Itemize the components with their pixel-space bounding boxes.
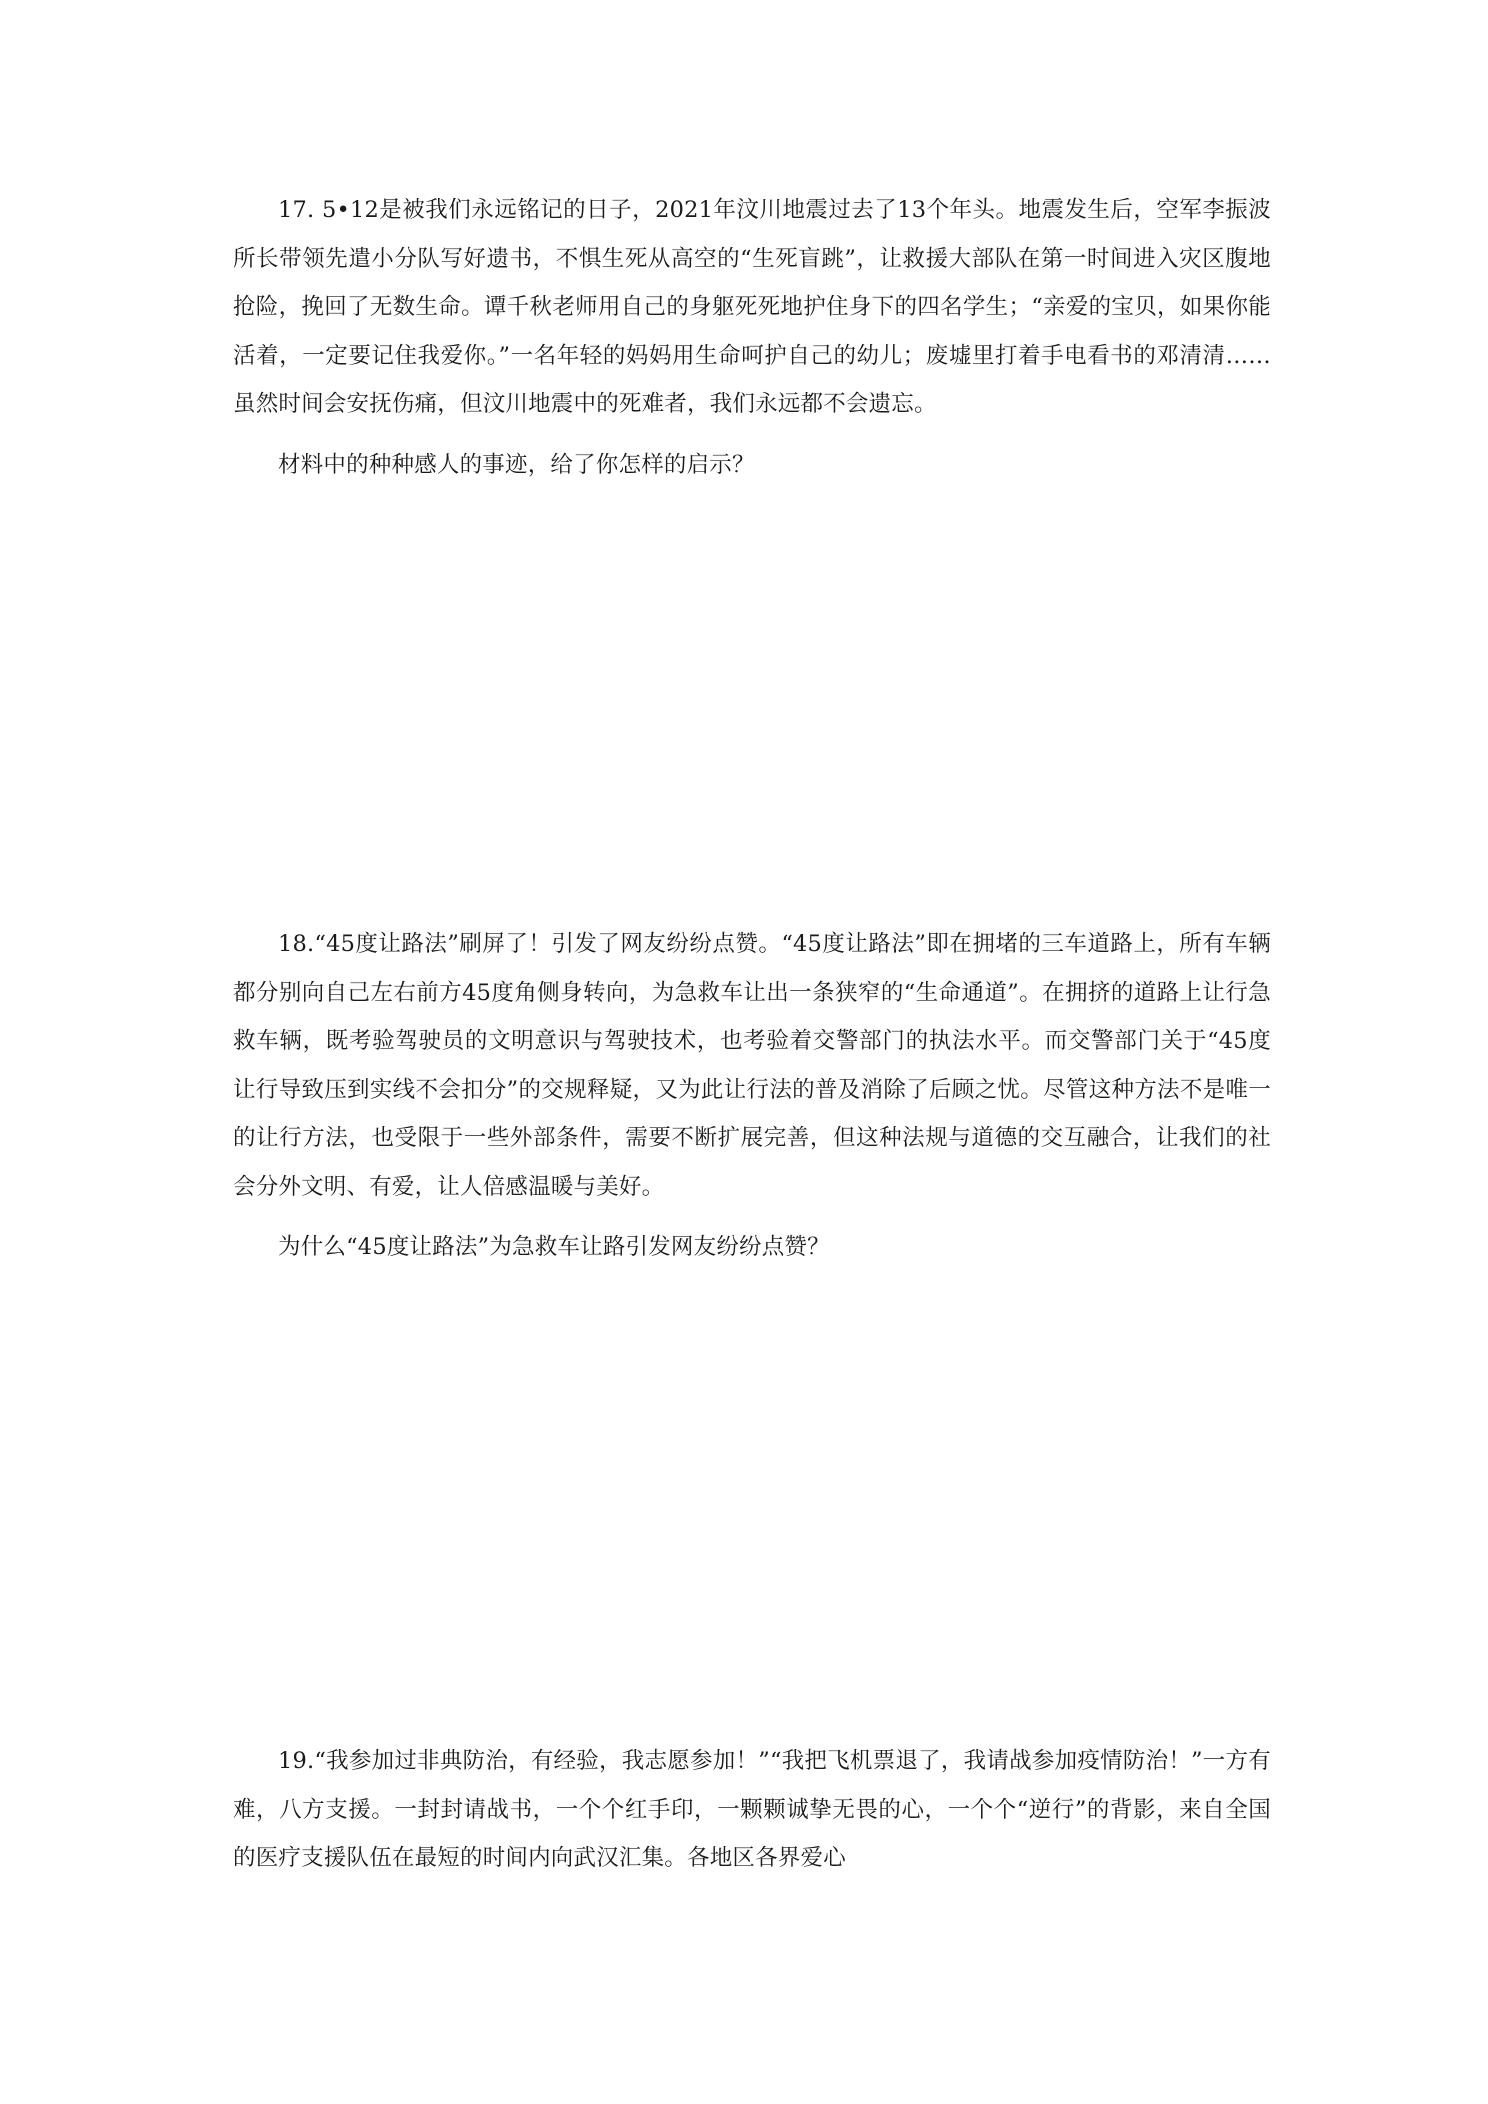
question-19 (233, 1737, 1271, 1883)
question-18-material: 18.“45度让路法”刷屏了！引发了网友纷纷点赞。“45度让路法”即在拥堵的三车道路上，所有车辆都分别向自己左右前方45度角侧身转向，为急救车让出一条狭窄的“生命通道”。在拥挤的道路上让行急救车辆，既考验驾驶员的文明意识与驾驶技术，也考验着交警部门的执法水平。而交警部门关于“45度让行导致压到实线不会扣分”的交规释疑，又为此让行法的普及消除了后顾之忧。尽管这种方法不是唯一的让行方法，也受限于一些外部条件，需要不断扩展完善，但这种法规与道德的交互融合，让我们的社会分外文明、有爱，让人倍感温暖与美好。 (233, 931, 1271, 1200)
question-19-material: 19.“我参加过非典防治，有经验，我志愿参加！”“我把飞机票退了，我请战参加疫情防治！”一方有难，八方支援。一封封请战书，一个个红手印，一颗颗诚挚无畏的心，一个个“逆行”的背影，来自全国的医疗支援队伍在最短的时间内向武汉汇集。各地区各界爱心 (233, 1748, 1271, 1871)
question-17-prompt: 材料中的种种感人的事迹，给了你怎样的启示？ (278, 451, 755, 478)
question-18-prompt: 为什么“45度让路法”为急救车让路引发网友纷纷点赞？ (278, 1234, 830, 1260)
question-17 (233, 186, 1271, 489)
question-18 (233, 920, 1271, 1272)
question-17-material: 17. 5•12是被我们永远铭记的日子，2021年汶川地震过去了13个年头。地震发生后，空军李振波所长带领先遣小分队写好遗书，不惧生死从高空的“生死盲跳”，让救援大部队在第一时间进入灾区腹地抢险，挽回了无数生命。谭千秋老师用自己的身躯死死地护住身下的四名学生；“亲爱的宝贝，如果你能活着，一定要记住我爱你。”一名年轻的妈妈用生命呵护自己的幼儿；废墟里打着手电看书的邓清清……虽然时间会安抚伤痛，但汶川地震中的死难者，我们永远都不会遗忘。 (233, 197, 1271, 417)
